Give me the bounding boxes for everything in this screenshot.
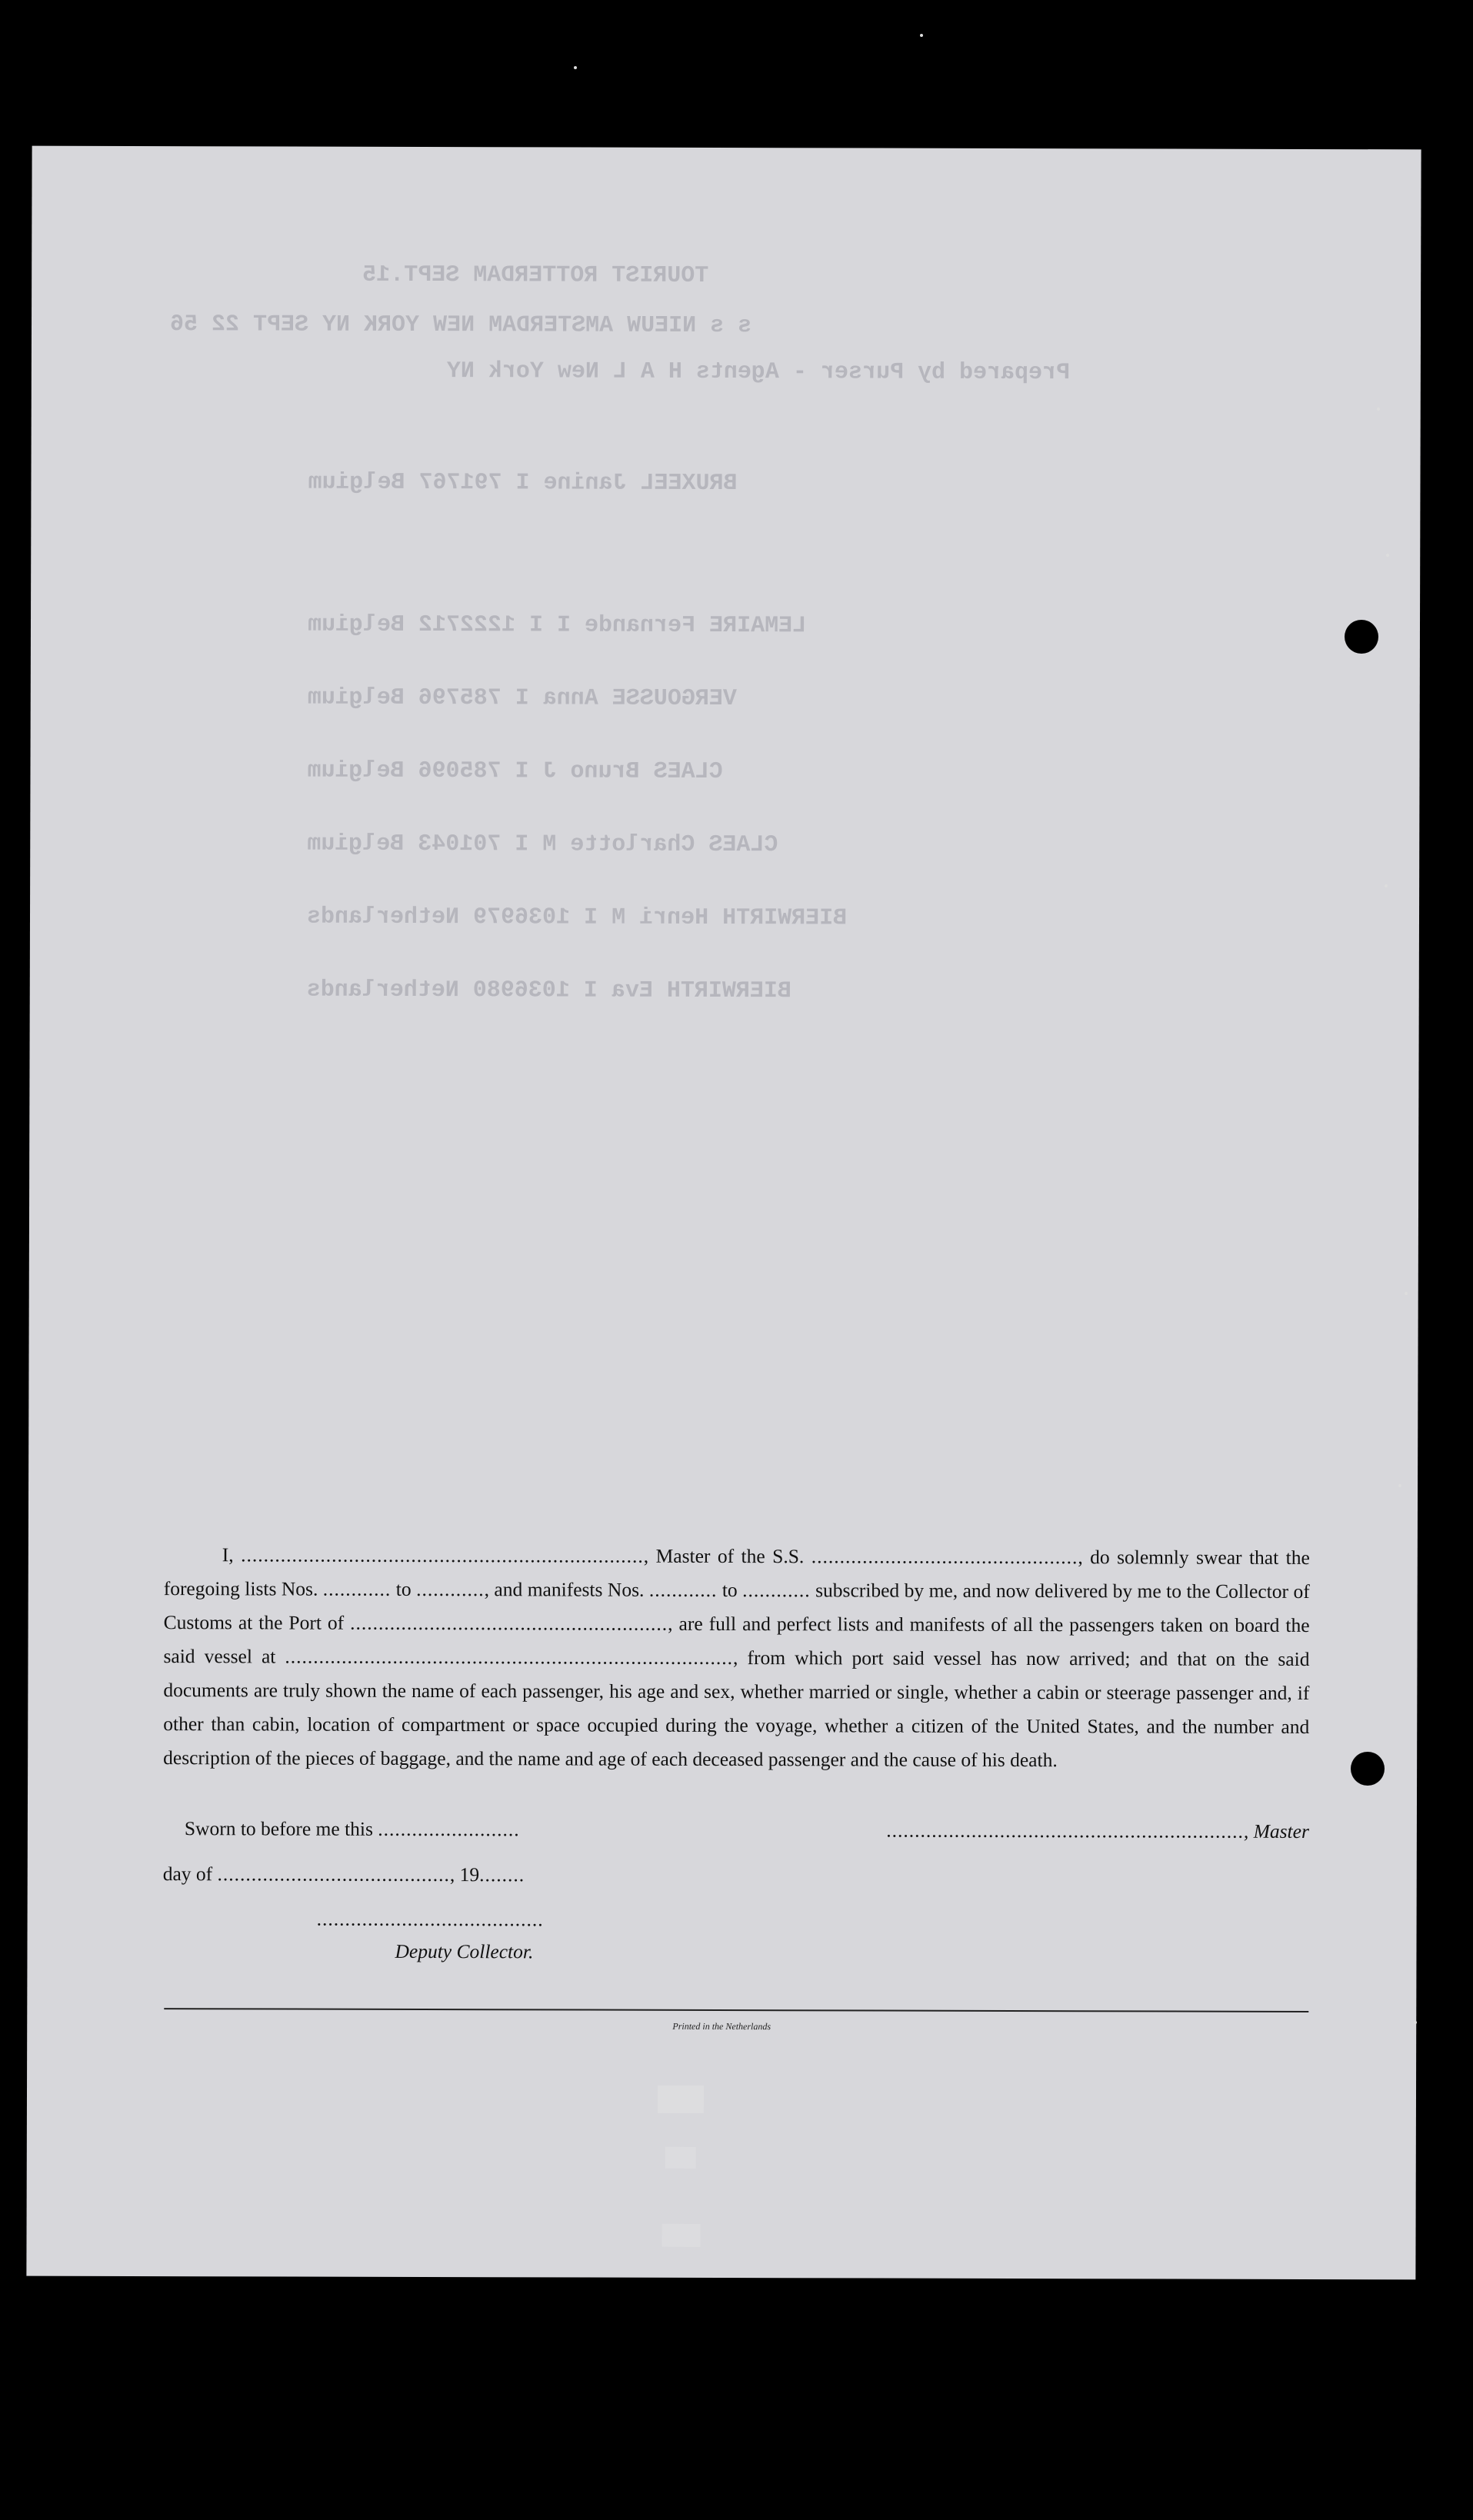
bleed-line: TOURIST ROTTERDAM SEPT.15	[362, 261, 709, 289]
bleed-line: Prepared by Purser - Agents H A L New York NY	[446, 358, 1071, 387]
oath-master-of: , Master of the S.S.	[643, 1544, 805, 1568]
year-field[interactable]: ........	[479, 1863, 525, 1886]
bleed-through-text	[29, 146, 1421, 1227]
oath-intro: I,	[222, 1543, 234, 1566]
manifests-to-field[interactable]: ............	[742, 1579, 811, 1602]
sworn-label: Sworn to before me this	[184, 1817, 373, 1840]
footer-rule	[164, 2008, 1308, 2012]
day-field[interactable]: .........................................	[217, 1863, 450, 1886]
dust-speck	[1405, 1292, 1408, 1295]
punch-hole	[1345, 620, 1378, 654]
deputy-collector-label: Deputy Collector.	[395, 1939, 534, 1963]
master-label: , Master	[1243, 1819, 1309, 1843]
ship-name-field[interactable]: ...............................................	[811, 1545, 1078, 1569]
oath-manifests: , and manifests Nos.	[484, 1578, 645, 1601]
day-label: day of	[162, 1863, 213, 1886]
dust-speck	[1398, 1484, 1401, 1487]
bleed-line: LEMAIRE Fernande I I 1222712 Belgium	[307, 611, 807, 640]
oath-paragraph	[163, 1538, 1310, 1778]
oath-to: to	[722, 1578, 738, 1602]
oath-solemnly: , do solemnly swear that the foregoing lists Nos.	[163, 1546, 1310, 1600]
dust-speck	[1377, 408, 1380, 411]
master-signature-field[interactable]: ...............................................................	[886, 1819, 1244, 1843]
oath-to: to	[395, 1577, 412, 1600]
day-row	[163, 1863, 1309, 1889]
bleed-line: BIERWIRTH Henri M I 1036979 Netherlands	[306, 904, 848, 932]
lists-to-field[interactable]: ............	[416, 1577, 485, 1601]
dust-speck	[574, 66, 577, 69]
bleed-line: s s NIEUW AMSTERDAM NEW YORK NY SEPT 22 56	[169, 311, 752, 340]
collector-row	[162, 1939, 1308, 1966]
dust-speck	[1385, 884, 1388, 887]
bleed-line: CLAES Charlotte M I 701043 Belgium	[307, 831, 778, 859]
sworn-row	[163, 1817, 1309, 1843]
dust-speck	[1386, 554, 1389, 557]
printed-in-label: Printed in the Netherlands	[672, 2020, 771, 2032]
year-label: , 19	[449, 1863, 480, 1886]
master-signature	[886, 1819, 1309, 1843]
lists-from-field[interactable]: ............	[322, 1577, 392, 1600]
oath-rest: , from which port said vessel has now arrived; and that on the said documents are truly shown the name of each passenger, his age and sex, whether married or single, whether a cabin or steerage passenger and, if other than cabin, location of compartment or space occupied during the voyage, whether a citizen of the United States, and the number and description of the pieces of baggage, and the name and age of each deceased passenger and the cause of his death.	[163, 1646, 1310, 1772]
manifest-page	[26, 146, 1421, 2280]
stamp-mark	[658, 2086, 704, 2113]
port-field[interactable]: ........................................................	[350, 1611, 668, 1635]
stamp-mark	[662, 2224, 700, 2247]
bleed-line: BRUXEEL Janine I 791767 Belgium	[308, 469, 738, 498]
punch-hole	[1351, 1752, 1385, 1786]
stamp-mark	[665, 2147, 696, 2169]
collector-signature-field[interactable]: ........................................	[316, 1907, 544, 1931]
oath-full-perfect: , are full and perfect lists and manifests of all the passengers taken on board the said vessel at	[163, 1612, 1310, 1668]
collector-signature	[163, 1907, 1309, 1933]
dust-speck	[1414, 2021, 1417, 2024]
oath-subscribed: subscribed by me, and now delivered by me to the Collector of Customs at the Port of	[163, 1579, 1310, 1634]
master-name-field[interactable]: .......................................................................	[241, 1543, 644, 1567]
sworn-date-field[interactable]: .........................	[378, 1817, 520, 1841]
departure-port-field[interactable]: ...............................................................................	[285, 1645, 734, 1669]
bleed-line: BIERWIRTH Eva I 1036980 Netherlands	[306, 977, 791, 1005]
dust-speck	[920, 34, 923, 37]
bleed-line: CLAES Bruno J I 785096 Belgium	[307, 757, 723, 785]
bleed-line: VERGOUSSE Anna I 785796 Belgium	[307, 684, 737, 713]
manifests-from-field[interactable]: ............	[648, 1578, 718, 1601]
